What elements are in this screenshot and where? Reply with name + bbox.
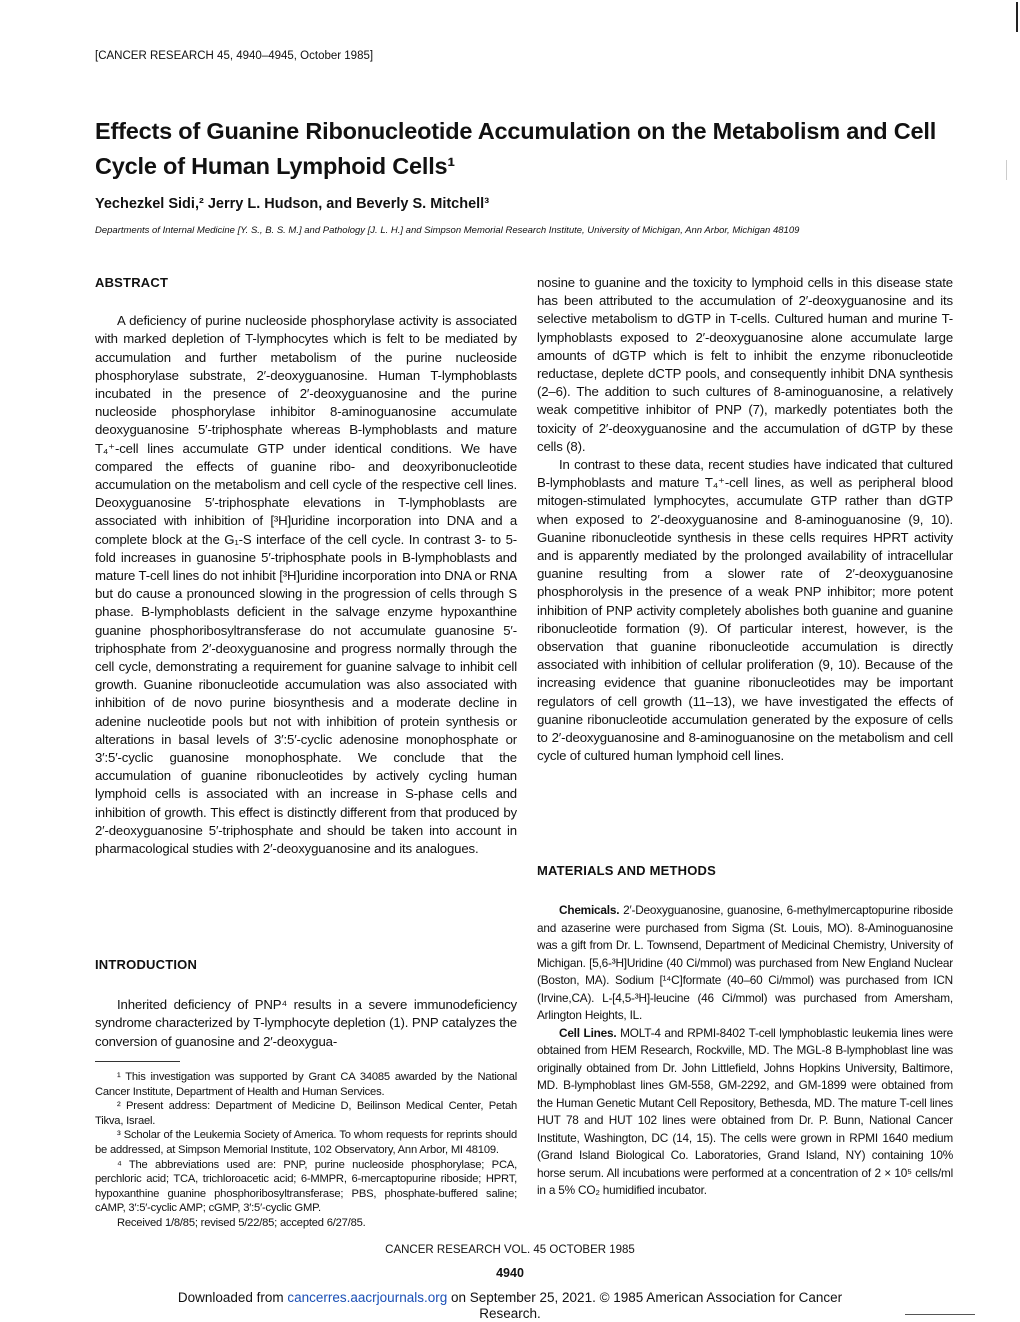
page-corner-mark [1016, 2, 1018, 32]
abstract-heading: ABSTRACT [95, 275, 169, 290]
download-line2: Research. [479, 1306, 541, 1321]
introduction-section [95, 956, 517, 1051]
cell-lines-text: MOLT-4 and RPMI-8402 T-cell lymphoblastic leukemia lines were obtained from HEM Research, Rockville, MD. The MGL-8 B-lymphoblast line was originally obtained from Dr. John Littlefield, Johns Hopkins University, Baltimore, MD. B-lymphoblast lines GM-558, GM-2292, and GM-1899 were obtained from the Human Genetic Mutant Cell Repository, Bethesda, MD. The mature T-cell lines HUT 78 and HUT 102 lines were obtained from Dr. P. Bunn, National Cancer Institute, Washington, DC (14, 15). The cells were grown in RPMI 1640 medium (Grand Island Biological Co. Laboratories, Grand Island, NY) containing 10% horse serum. All incubations were performed at a concentration of 2 × 10⁵ cells/ml in a 5% CO₂ humidified incubator. [537, 1025, 953, 1197]
article-title: Effects of Guanine Ribonucleotide Accumulation on the Metabolism and Cell Cycle of Human Lymphoid Cells¹ [95, 118, 937, 179]
methods-heading-block [537, 862, 953, 880]
footnote-1: ¹ This investigation was supported by Grant CA 34085 awarded by the National Cancer Institute, Department of Health and Human Services. [95, 1071, 517, 1098]
received-dates: Received 1/8/85; revised 5/22/85; accepted 6/27/85. [117, 1216, 366, 1229]
introduction-continued [537, 274, 953, 765]
download-link[interactable]: cancerres.aacrjournals.org [287, 1290, 448, 1305]
article-authors: Yechezkel Sidi,² Jerry L. Hudson, and Beverly S. Mitchell³ [95, 196, 490, 212]
methods-body [537, 902, 953, 1200]
cell-lines-run-head: Cell Lines. [559, 1025, 617, 1040]
methods-heading: MATERIALS AND METHODS [537, 863, 716, 878]
footnote-rule [95, 1061, 180, 1062]
journal-reference: [CANCER RESEARCH 45, 4940–4945, October 1985] [95, 50, 374, 62]
author-affiliation: Departments of Internal Medicine [Y. S., B. S. M.] and Pathology [J. L. H.] and Simpson Memorial Research Institute, University of Michigan, Ann Arbor, Michigan 48109 [95, 225, 800, 236]
introduction-text-right-1: nosine to guanine and the toxicity to lymphoid cells in this disease state has been attributed to the accumulation of 2′-deoxyguanosine and its selective metabolism to dGTP in T-cells. Cultured human and murine T-lymphoblasts exposed to 2′-deoxyguanosine alone accumulate large amounts of dGTP which is felt to inhibit the enzyme ribonucleotide reductase, deplete dCTP pools, and consequently inhibit DNA synthesis (2–6). The addition to such cultures of 8-aminoguanosine, a relatively weak competitive inhibitor of PNP (7), markedly potentiates both the toxicity of 2′-deoxyguanosine and the accumulation of dGTP by these cells (8). [537, 275, 953, 454]
chemicals-run-head: Chemicals. [559, 903, 620, 917]
cell-lines-paragraph [537, 1025, 953, 1200]
footnote-2: ² Present address: Department of Medicine D, Beilinson Medical Center, Petah Tikva, Israel. [95, 1100, 517, 1127]
download-prefix: Downloaded from [177, 1290, 288, 1305]
abstract-section [95, 274, 517, 858]
footnote-4: ⁴ The abbreviations used are: PNP, purine nucleoside phosphorylase; PCA, perchloric acid; TCA, trichloroacetic acid; 6-MMPR, 6-mercaptopurine riboside; HPRT, hypoxanthine guanine phosphoribosyltransferase; PBS, phosphate-buffered saline; cAMP, 3′:5′-cyclic AMP; cGMP, 3′:5′-cyclic GMP. [95, 1158, 517, 1215]
introduction-text-left: Inherited deficiency of PNP⁴ results in a severe immunodeficiency syndrome characterized by T-lymphocyte depletion (1). PNP catalyzes the conversion of guanosine and 2′-deoxygua- [95, 997, 517, 1049]
chemicals-text: 2′-Deoxyguanosine, guanosine, 6-methylmercaptopurine riboside and azaserine were purchased from Sigma (St. Louis, MO). 8-Aminoguanosine was a gift from Dr. L. Townsend, Department of Medicinal Chemistry, University of Michigan. [5,6-³H]Uridine (40 Ci/mmol) was purchased from New England Nuclear (Boston, MA). Sodium [¹⁴C]formate (40–60 Ci/mmol) was purchased from ICN (Irvine,CA). L-[4,5-³H]-leucine (46 Ci/mmol) was purchased from Amersham, Arlington Heights, IL. [537, 903, 953, 1022]
download-notice [0, 1290, 1020, 1322]
page-side-tick [1006, 160, 1007, 180]
footnote-3: ³ Scholar of the Leukemia Society of America. To whom requests for reprints should be addressed, at Simpson Memorial Institute, 102 Observatory, Ann Arbor, MI 48109. [95, 1129, 517, 1156]
footer-rule [905, 1314, 975, 1315]
chemicals-paragraph [537, 902, 953, 1025]
introduction-heading: INTRODUCTION [95, 957, 198, 972]
footnotes [95, 1070, 517, 1231]
introduction-text-right-2: In contrast to these data, recent studies have indicated that cultured B-lymphoblasts and mature T₄⁺-cell lines, as well as peripheral blood mitogen-stimulated lymphocytes, accumulate GTP rather than dGTP when exposed to 2′-deoxyguanosine and 8-aminoguanosine (9, 10). Guanine ribonucleotide synthesis in these cells requires HPRT activity and is apparently mediated by the prolonged availability of intracellular guanine resulting from a slower rate of 2′-deoxyguanosine phosphorolysis in the presence of a weak PNP inhibitor; more potent inhibition of PNP activity completely abolishes both guanine and guanine ribonucleotide formation (9). Of particular interest, however, is the observation that guanine ribonucleotide accumulation is directly associated with inhibition of cellular proliferation (9, 10). Because of the increasing evidence that guanine ribonucleotides may be important regulators of cell growth (11–13), we have investigated the effects of guanine ribonucleotide accumulation generated by the exposure of cells to 2′-deoxyguanosine and 8-aminoguanosine on the metabolism and cell cycle of cultured human lymphoid cell lines. [537, 457, 953, 764]
abstract-text: A deficiency of purine nucleoside phosphorylase activity is associated with marked depletion of T-lymphocytes which is felt to be mediated by accumulation and further metabolism of the purine nucleoside phosphorylase substrate, 2′-deoxyguanosine. Human T-lymphoblasts incubated in the presence of 2′-deoxyguanosine and the purine nucleoside phosphorylase inhibitor 8-aminoguanosine accumulate deoxyguanosine 5′-triphosphate whereas B-lymphoblasts and mature T₄⁺-cell lines accumulate GTP under identical conditions. We have compared the effects of guanine ribo- and deoxyribonucleotide accumulation on the metabolism and cell cycle of the respective cell lines. Deoxyguanosine 5′-triphosphate elevations in T-lymphoblasts are associated with inhibition of [³H]uridine incorporation into DNA and a complete block at the G₁-S interface of the cell cycle. In contrast 3- to 5-fold increases in guanosine 5′-triphosphate pools in B-lymphoblasts and mature T-cell lines do not inhibit [³H]uridine incorporation into DNA or RNA but do cause a pronounced slowing in the progression of cells through S phase. B-lymphoblasts deficient in the salvage enzyme hypoxanthine guanine phosphoribosyltransferase do not accumulate guanosine 5′-triphosphate from 2′-deoxyguanosine and progress normally through the cell cycle, demonstrating a requirement for guanine salvage to inhibit cell growth. Guanine ribonucleotide accumulation was also associated with inhibition of de novo purine biosynthesis and a moderate decline in adenine nucleotide pools but not with inhibition of protein synthesis or alterations in basal levels of 3′:5′-cyclic adenosine monophosphate or 3′:5′-cyclic guanosine monophosphate. We conclude that the accumulation of guanine ribonucleotides by actively cycling human lymphoid cells is associated with an increase in S-phase cells and inhibition of growth. This effect is distinctly different from that produced by 2′-deoxyguanosine 5′-triphosphate and should be taken into account in pharmacological studies with 2′-deoxyguanosine and its analogues. [95, 313, 517, 857]
download-suffix: on September 25, 2021. © 1985 American Association for Cancer [447, 1290, 843, 1305]
page-number: 4940 [496, 1266, 524, 1280]
journal-footer-line: CANCER RESEARCH VOL. 45 OCTOBER 1985 [385, 1244, 635, 1256]
